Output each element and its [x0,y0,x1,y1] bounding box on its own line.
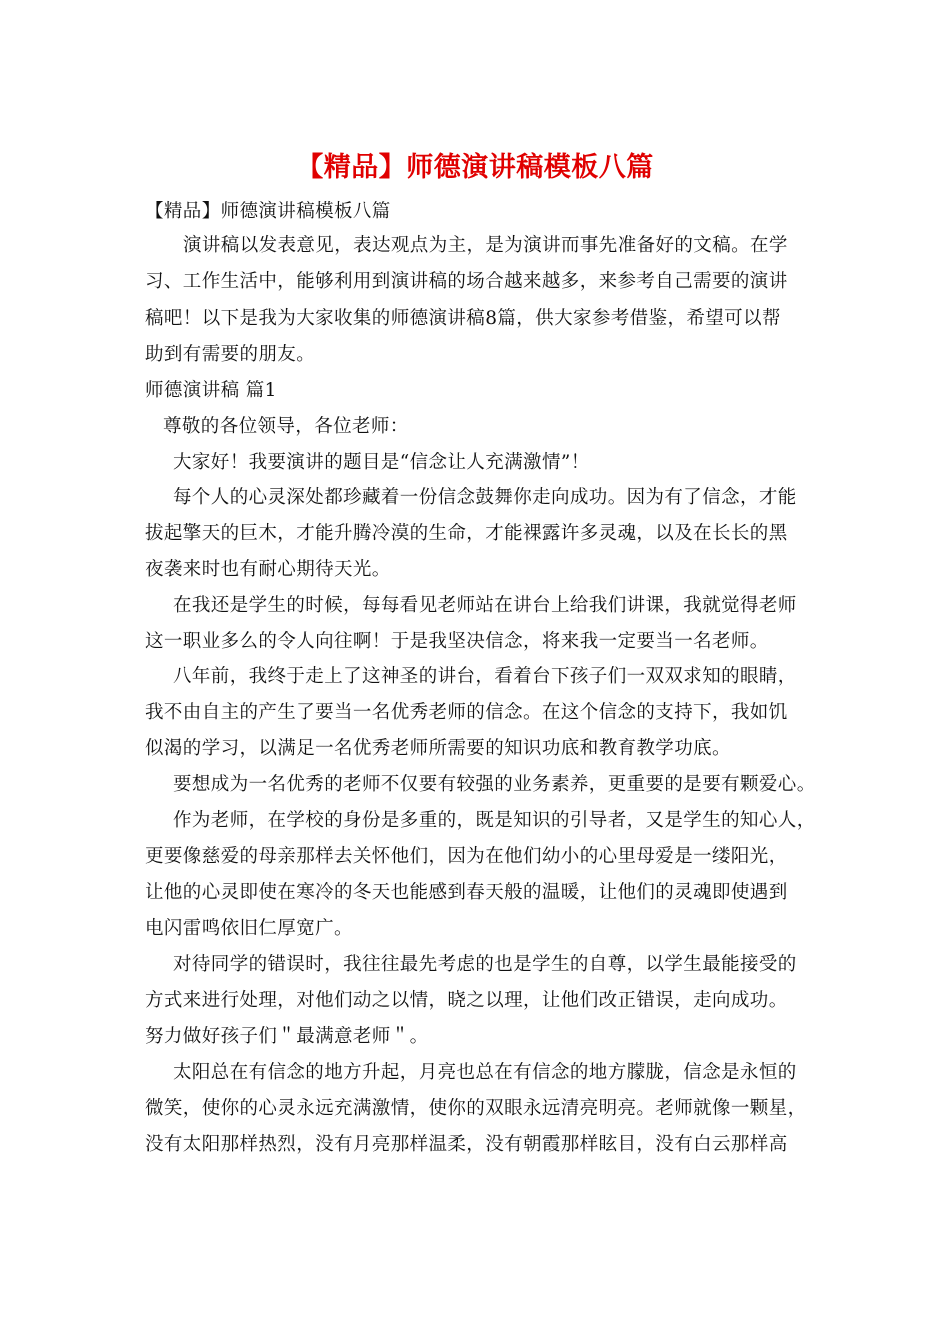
paragraph-line: 微笑，使你的心灵永远充满激情，使你的双眼永远清亮明亮。老师就像一颗星， [145,1098,807,1119]
paragraph-line: 电闪雷鸣依旧仁厚宽广。 [145,918,353,939]
paragraph-line: 演讲稿以发表意见，表达观点为主，是为演讲而事先准备好的文稿。在学 [183,235,788,256]
paragraph-line: 没有太阳那样热烈，没有月亮那样温柔，没有朝霞那样眩目，没有白云那样高 [145,1134,788,1155]
paragraph-line: 每个人的心灵深处都珍藏着一份信念鼓舞你走向成功。因为有了信念，才能 [173,487,797,508]
paragraph-line: 努力做好孩子们＂最满意老师＂。 [145,1026,429,1047]
subtitle-line: 【精品】师德演讲稿模板八篇 [145,201,391,222]
paragraph-line: 八年前，我终于走上了这神圣的讲台，看着台下孩子们一双双求知的眼睛， [173,666,797,687]
paragraph-line: 更要像慈爱的母亲那样去关怀他们，因为在他们幼小的心里母爱是一缕阳光， [145,846,788,867]
paragraph-line: 对待同学的错误时，我往往最先考虑的也是学生的自尊，以学生最能接受的 [173,954,797,975]
section-heading: 师德演讲稿 篇1 [145,380,277,401]
paragraph-line: 习、工作生活中，能够利用到演讲稿的场合越来越多，来参考自己需要的演讲 [145,271,788,292]
document-title: 【精品】师德演讲稿模板八篇 [296,152,654,183]
paragraph-line: 夜袭来时也有耐心期待天光。 [145,559,391,580]
paragraph-line: 我不由自主的产生了要当一名优秀老师的信念。在这个信念的支持下，我如饥 [145,702,788,723]
paragraph-line: 太阳总在有信念的地方升起，月亮也总在有信念的地方朦胧，信念是永恒的 [173,1062,797,1083]
paragraph-line: 要想成为一名优秀的老师不仅要有较强的业务素养，更重要的是要有颗爱心。 [173,774,816,795]
paragraph-line: 似渴的学习，以满足一名优秀老师所需要的知识功底和教育教学功底。 [145,738,731,759]
greeting-line: 尊敬的各位领导，各位老师： [163,416,409,437]
paragraph-line: 拔起擎天的巨木，才能升腾冷漠的生命，才能裸露许多灵魂，以及在长长的黑 [145,523,788,544]
paragraph-line: 助到有需要的朋友。 [145,344,316,365]
paragraph-line: 让他的心灵即使在寒冷的冬天也能感到春天般的温暖，让他们的灵魂即使遇到 [145,882,788,903]
paragraph-line: 作为老师，在学校的身份是多重的，既是知识的引导者，又是学生的知心人， [173,810,816,831]
paragraph-line: 在我还是学生的时候，每每看见老师站在讲台上给我们讲课，我就觉得老师 [173,595,797,616]
paragraph-line: 大家好！我要演讲的题目是“信念让人充满激情”！ [173,452,590,473]
paragraph-line: 这一职业多么的令人向往啊！于是我坚决信念，将来我一定要当一名老师。 [145,631,769,652]
paragraph-line: 方式来进行处理，对他们动之以情，晓之以理，让他们改正错误，走向成功。 [145,990,788,1011]
paragraph-line: 稿吧！以下是我为大家收集的师德演讲稿8篇，供大家参考借鉴，希望可以帮 [145,308,781,329]
